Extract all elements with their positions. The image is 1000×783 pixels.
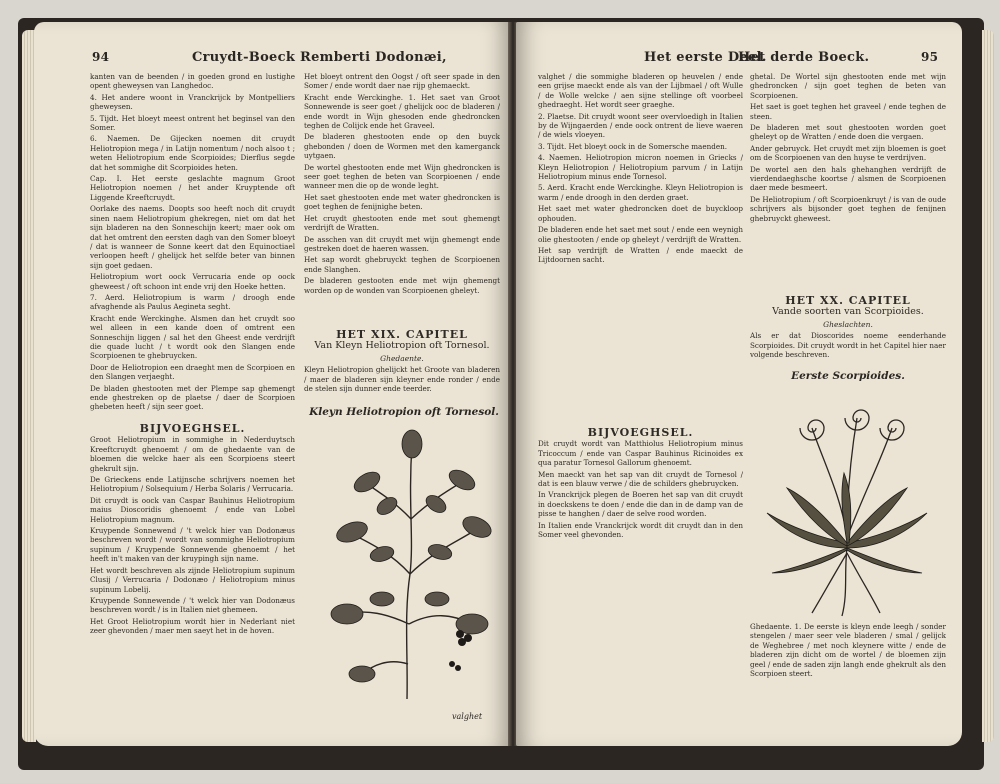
left-column-1-text	[90, 72, 295, 412]
right-page-edges	[982, 30, 994, 742]
paragraph: De bladeren ende het saet met sout / ende een weynigh olie ghestooten / ende op gheleyt / verdrijft de Wratten.	[538, 225, 743, 244]
paragraph: Het cruydt ghestooten ende met sout ghemengt verdrijft de Wratten.	[304, 213, 500, 233]
page-number-right: 95	[921, 50, 939, 64]
left-page	[34, 22, 510, 746]
section-label: Ghedaente.	[380, 353, 424, 363]
paragraph: Het saet is goet teghen het graveel / ende teghen de steen.	[750, 102, 946, 121]
figure-caption: Kleyn Heliotropion oft Tornesol.	[309, 406, 499, 418]
chapter-title: Van Kleyn Heliotropion oft Tornesol.	[314, 340, 490, 352]
paragraph: In Italien ende Vranckrijck wordt dit cruydt dan in den Somer veel ghevonden.	[538, 520, 743, 540]
paragraph: ghetal. De Wortel sijn ghestooten ende met wijn ghedroncken / sijn goet teghen de beten van Scorpioenen.	[750, 72, 946, 100]
paragraph: De Heliotropium / oft Scorpioenkruyt / is van de oude schrijvers als bijsonder goet teghen de fenijnen ghebruyckt gheweest.	[750, 194, 946, 223]
paragraph: Kracht ende Werckinghe. Alsmen dan het cruydt soo wel alleen in een kande doen of omtrent een Sonneschijn liggen / sal het den Gheest ende verdrijft die quade lucht / t wordt ook den Slangen ende Scorpioenen te ghebruycken.	[90, 313, 295, 361]
paragraph: 7. Aerd. Heliotropium is warm / droogh ende afvaghende als Paulus Aegineta seght.	[90, 292, 295, 312]
paragraph: Het bloeyt ontrent den Oogst / oft seer spade in den Somer / ende wordt daer nae rijp ghemaeckt.	[304, 72, 500, 91]
right-page	[516, 22, 962, 746]
ghedaente-text	[750, 622, 946, 732]
paragraph: Ander gebruyck. Het cruydt met zijn bloemen is goet om de Scorpioenen van den huyse te verdrijven.	[750, 143, 946, 163]
bijvoeghsel-heading: BIJVOEGHSEL.	[139, 422, 246, 435]
paragraph: Ghedaente. 1. De eerste is kleyn ende leegh / sonder stengelen / maer seer vele bladeren / smal / gelijck de Weghebree / met noch kleynere witte / ende de bladeren zijn dicht om de wortel / de bloemen zijn geel / ende de saden zijn langh ende ghekrult als den Scorpioen steert.	[750, 622, 946, 679]
paragraph: De bladeren ghestooten ende op den buyck ghebonden / doen de Wormen met den kamerganck uytgaen.	[304, 132, 500, 161]
right-column-1-supplement	[538, 424, 743, 724]
paragraph: 5. Tijdt. Het bloeyt meest ontrent het beginsel van den Somer.	[90, 113, 295, 133]
paragraph: De bladeren met sout ghestooten worden goet gheleyt op de Wratten / ende doen die vergaen.	[750, 123, 946, 142]
chapter-title: Vande soorten van Scorpioides.	[772, 306, 924, 318]
paragraph: In Vranckrijck plegen de Boeren het sap van dit cruydt in doeckskens te doen / ende die dan in de damp van de pisse te hanghen / daer de selve rood worden.	[538, 490, 743, 519]
catchword: valghet	[452, 712, 483, 721]
paragraph: Het sap verdrijft de Wratten / ende maeckt de Lijtdoornen sacht.	[538, 245, 743, 265]
paragraph: Dit cruydt wordt van Matthiolus Heliotropium minus Tricoccum / ende van Caspar Bauhinus Ricinoides ex qua paratur Tornesol Gallorum ghenoemt.	[538, 439, 743, 468]
paragraph: Door de Heliotropion een draeght men de Scorpioen en den Slangen verjaeght.	[90, 362, 295, 382]
paragraph: Het Groot Heliotropium wordt hier in Nederlant niet zeer ghevonden / maer men saeyt het in de hoven.	[90, 616, 295, 636]
chapter-xx-header	[750, 292, 946, 366]
heliotropion-plant-illustration	[312, 424, 502, 704]
paragraph: De bladeren gestooten ende met wijn ghemengt worden op de wonden van Scorpioenen gheleyt.	[304, 276, 500, 295]
chapter-text: Kleyn Heliotropion ghelijckt het Groote van bladeren / maer de bladeren sijn kleyner ende ronder / ende de stelen sijn dunner ende teerder.	[304, 365, 500, 394]
chapter-text: Als er dat Dioscorides noeme eenderhande Scorpioides. Dit cruydt wordt in het Capitel hier naer volgende beschreven.	[750, 331, 946, 360]
paragraph: De bladen ghestooten met der Plempe sap ghemengt ende ghestreken op de plaetse / daer de Scorpioen ghebeten heeft / sijn seer goet.	[90, 383, 295, 412]
right-column-2-text	[750, 72, 946, 292]
paragraph: 2. Plaetse. Dit cruydt woont seer overvloedigh in Italien by de Wijngaerden / ende oock ontrent de lieve waeren / de wiels vloeyen.	[538, 111, 743, 140]
running-head-left: Cruydt-Boeck Remberti Dodonæi,	[192, 50, 447, 65]
paragraph: 4. Het andere woont in Vranckrijck by Montpelliers gheweysen.	[90, 92, 295, 112]
section-label: Gheslachten.	[823, 319, 873, 329]
paragraph: Heliotropium wort oock Verrucaria ende op oock gheweest / oft schoon int ende vrij den Hoeke hetten.	[90, 272, 295, 291]
paragraph: kanten van de beenden / in goeden grond en lustighe opent gheweysen van Langhedoc.	[90, 72, 295, 91]
chapter-heading: HET XIX. CAPITEL	[336, 328, 468, 341]
paragraph: De wortel aen den hals ghehanghen verdrijft de vierdendaeghsche koortse / alsmen de Scorpioenen daer mede besmeert.	[750, 164, 946, 193]
paragraph: Het wordt beschreven als zijnde Heliotropium supinum Clusij / Verrucaria / Dodonæo / Heliotropium minus supinum Lobelij.	[90, 565, 295, 594]
paragraph: Cap. I. Het eerste geslachte magnum Groot Heliotropion noemen / het ander Kruyptende oft Liggende Kreeftcruydt.	[90, 174, 295, 202]
paragraph: Groot Heliotropium in sommighe in Nederduytsch Kreeftcruydt ghenoemt / om de ghedaente van de bloemen die welcke haer als een Scorpioens steert ghekrult sijn.	[90, 435, 295, 473]
chapter-heading: HET XX. CAPITEL	[785, 294, 911, 307]
scorpioides-plant-illustration	[752, 388, 942, 618]
figure-caption: Eerste Scorpioides.	[791, 370, 905, 382]
paragraph: Kracht ende Werckinghe. 1. Het saet van Groot Sonnewende is seer goet / ghelijck ooc de bladeren / ende wordt in Wijn ghesoden ende ghedroncken teghen de Colijck ende het Graveel.	[304, 92, 500, 131]
paragraph: De wortel ghestooten ende met Wijn ghedroncken is seer goet teghen de beten van Scorpioenen / ende wanneer men die op de wonde leght.	[304, 162, 500, 191]
paragraph: De Grieckens ende Latijnsche schrijvers noemen het Heliotropium / Solsequium / Herba Solaris / Verrucaria.	[90, 475, 295, 494]
running-head-book: Het derde Boeck.	[738, 50, 870, 65]
chapter-xix-header	[304, 326, 500, 406]
page-number-left: 94	[92, 50, 110, 64]
paragraph: valghet / die sommighe bladeren op heuvelen / ende een grijse maeckt ende als van der Lijbmael / oft Wulle / de Wolle welcke / aen sijne stellinge oft voorbeel ghedraeght. Het wordt seer graeghe.	[538, 72, 743, 110]
paragraph: Oorlake des naems. Doopts soo heeft noch dit cruydt sinen naem Heliotropium ghekregen, niet om dat het sijn bladeren na den Sonneschijn keert; maer ook om dat het omtrent den eersten dagh van den Somer bloeyt / dat is wanneer de Sonne keert dat den Equinoctiael verloopen heeft / ghelijck het selfde beter van binnen sijn goet gedaen.	[90, 204, 295, 270]
paragraph: Men maeckt van het sap van dit cruydt de Tornesol / dat is een blauw verwe / die de schilders ghebruycken.	[538, 469, 743, 489]
running-head-part: Het eerste Deel.	[644, 50, 767, 65]
paragraph: Dit cruydt is oock van Caspar Bauhinus Heliotropium maius Dioscoridis ghenoemt / ende van Lobel Heliotropium magnum.	[90, 495, 295, 524]
paragraph: Het saet ghestooten ende met water ghedroncken is goet teghen de fenijnighe beten.	[304, 192, 500, 212]
paragraph: 6. Naemen. De Gijecken noemen dit cruydt Heliotropion mega / in Latijn nomentum / noch alsoo t ; weten Heliotropium ende Scorpioides; Dierflus segde dat het sommighe dit Scorpioides heten.	[90, 134, 295, 172]
paragraph: Het sap wordt ghebruyckt teghen de Scorpioenen ende Slanghen.	[304, 255, 500, 274]
left-column-1-supplement	[90, 420, 295, 720]
paragraph: De asschen van dit cruydt met wijn ghemengt ende gestreken doet de haeren wassen.	[304, 234, 500, 253]
paragraph: Het saet met water ghedroncken doet de buyckloop ophouden.	[538, 204, 743, 223]
left-column-2-text	[304, 72, 500, 322]
right-column-1-text	[538, 72, 743, 432]
paragraph: 4. Naemen. Heliotropion micron noemen in Griecks / Kleyn Heliotropion / Heliotropium parvum / in Latijn Heliotropium minus ende Tornesol.	[538, 153, 743, 182]
paragraph: 3. Tijdt. Het bloeyt oock in de Somersche maenden.	[538, 141, 727, 151]
paragraph: 5. Aerd. Kracht ende Werckinghe. Kleyn Heliotropion is warm / ende droogh in den derden graet.	[538, 183, 743, 202]
paragraph: Kruypende Sonnewende / 't welck hier van Dodonæus beschreven wordt / is in Italien niet ghemeen.	[90, 595, 295, 615]
bijvoeghsel-heading: BIJVOEGHSEL.	[587, 426, 694, 439]
paragraph: Kruypende Sonnewend / 't welck hier van Dodonæus beschreven wordt / wordt van sommighe Heliotropium supinum / Kruypende Sonnewende ghenoemt / het heeft in't maken van der kruypingh sijn name.	[90, 526, 295, 564]
